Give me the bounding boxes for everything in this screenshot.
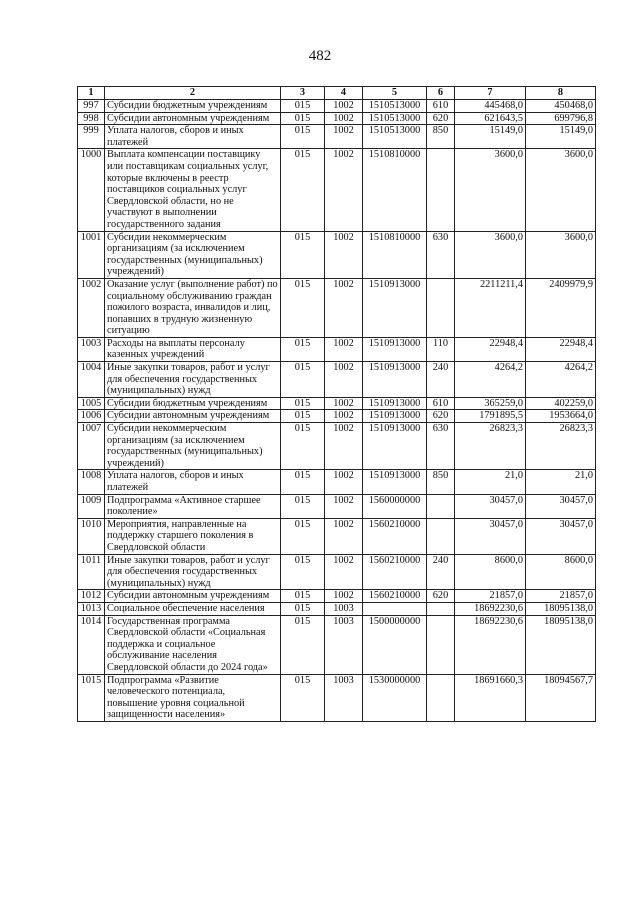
row-expense-type-code bbox=[427, 602, 455, 615]
row-expense-type-code: 610 bbox=[427, 100, 455, 113]
row-target-code: 1560210000 bbox=[363, 518, 427, 554]
row-number: 1003 bbox=[78, 337, 105, 361]
table-row bbox=[78, 590, 596, 603]
row-number: 1004 bbox=[78, 362, 105, 398]
row-target-code: 1530000000 bbox=[363, 674, 427, 721]
row-target-code: 1560210000 bbox=[363, 590, 427, 603]
column-header: 6 bbox=[427, 87, 455, 100]
row-target-code: 1510913000 bbox=[363, 362, 427, 398]
row-amount-2: 21857,0 bbox=[526, 590, 596, 603]
row-section-code: 1002 bbox=[325, 100, 363, 113]
table-row bbox=[78, 674, 596, 721]
row-amount-2: 3600,0 bbox=[526, 149, 596, 231]
row-section-code: 1002 bbox=[325, 231, 363, 278]
row-expense-type-code bbox=[427, 615, 455, 674]
table-row bbox=[78, 112, 596, 125]
row-section-code: 1002 bbox=[325, 125, 363, 149]
row-section-code: 1002 bbox=[325, 423, 363, 470]
row-amount-2: 26823,3 bbox=[526, 423, 596, 470]
row-amount-2: 18094567,7 bbox=[526, 674, 596, 721]
row-name: Уплата налогов, сборов и иных платежей bbox=[105, 125, 281, 149]
row-amount-1: 8600,0 bbox=[455, 554, 526, 590]
row-amount-1: 21,0 bbox=[455, 470, 526, 494]
table-row bbox=[78, 518, 596, 554]
row-section-code: 1002 bbox=[325, 470, 363, 494]
row-number: 1015 bbox=[78, 674, 105, 721]
table-row bbox=[78, 100, 596, 113]
row-number: 999 bbox=[78, 125, 105, 149]
table-body bbox=[78, 100, 596, 722]
row-name: Оказание услуг (выполнение работ) по социальному обслуживанию граждан пожилого возраста, инвалидов и лиц, попавших в трудную жизненную ситуацию bbox=[105, 278, 281, 337]
column-header: 1 bbox=[78, 87, 105, 100]
row-target-code: 1510810000 bbox=[363, 231, 427, 278]
column-header: 2 bbox=[105, 87, 281, 100]
row-expense-type-code: 850 bbox=[427, 470, 455, 494]
row-department-code: 015 bbox=[281, 125, 325, 149]
table-row bbox=[78, 125, 596, 149]
table-row bbox=[78, 231, 596, 278]
row-section-code: 1003 bbox=[325, 615, 363, 674]
table-row bbox=[78, 410, 596, 423]
row-expense-type-code: 630 bbox=[427, 423, 455, 470]
table-row bbox=[78, 470, 596, 494]
row-section-code: 1002 bbox=[325, 397, 363, 410]
row-amount-1: 30457,0 bbox=[455, 494, 526, 518]
row-department-code: 015 bbox=[281, 470, 325, 494]
row-section-code: 1002 bbox=[325, 518, 363, 554]
table-row bbox=[78, 337, 596, 361]
row-name: Социальное обеспечение населения bbox=[105, 602, 281, 615]
row-number: 1010 bbox=[78, 518, 105, 554]
row-amount-1: 3600,0 bbox=[455, 231, 526, 278]
row-department-code: 015 bbox=[281, 423, 325, 470]
row-amount-2: 21,0 bbox=[526, 470, 596, 494]
table-row bbox=[78, 278, 596, 337]
row-amount-1: 18692230,6 bbox=[455, 602, 526, 615]
row-amount-1: 3600,0 bbox=[455, 149, 526, 231]
row-expense-type-code: 610 bbox=[427, 397, 455, 410]
row-amount-2: 2409979,9 bbox=[526, 278, 596, 337]
row-expense-type-code bbox=[427, 494, 455, 518]
table-row bbox=[78, 397, 596, 410]
row-number: 1013 bbox=[78, 602, 105, 615]
row-section-code: 1002 bbox=[325, 590, 363, 603]
column-header: 7 bbox=[455, 87, 526, 100]
column-header: 5 bbox=[363, 87, 427, 100]
row-target-code: 1510513000 bbox=[363, 112, 427, 125]
row-department-code: 015 bbox=[281, 518, 325, 554]
row-department-code: 015 bbox=[281, 362, 325, 398]
row-target-code: 1510913000 bbox=[363, 397, 427, 410]
row-department-code: 015 bbox=[281, 100, 325, 113]
row-name: Расходы на выплаты персоналу казенных учреждений bbox=[105, 337, 281, 361]
row-amount-2: 3600,0 bbox=[526, 231, 596, 278]
row-name: Иные закупки товаров, работ и услуг для обеспечения государственных (муниципальных) нужд bbox=[105, 554, 281, 590]
row-number: 997 bbox=[78, 100, 105, 113]
row-expense-type-code bbox=[427, 149, 455, 231]
table-header-row bbox=[78, 87, 596, 100]
column-header: 8 bbox=[526, 87, 596, 100]
row-expense-type-code bbox=[427, 518, 455, 554]
row-amount-1: 30457,0 bbox=[455, 518, 526, 554]
row-number: 1006 bbox=[78, 410, 105, 423]
row-target-code: 1510913000 bbox=[363, 337, 427, 361]
row-section-code: 1002 bbox=[325, 494, 363, 518]
row-expense-type-code: 240 bbox=[427, 554, 455, 590]
row-amount-2: 8600,0 bbox=[526, 554, 596, 590]
row-number: 1009 bbox=[78, 494, 105, 518]
row-number: 1007 bbox=[78, 423, 105, 470]
table-row bbox=[78, 554, 596, 590]
row-number: 1002 bbox=[78, 278, 105, 337]
row-number: 1012 bbox=[78, 590, 105, 603]
row-name: Подпрограмма «Развитие человеческого потенциала, повышение уровня социальной защищенности населения» bbox=[105, 674, 281, 721]
row-amount-2: 18095138,0 bbox=[526, 615, 596, 674]
row-department-code: 015 bbox=[281, 149, 325, 231]
row-amount-2: 402259,0 bbox=[526, 397, 596, 410]
row-amount-2: 450468,0 bbox=[526, 100, 596, 113]
row-section-code: 1002 bbox=[325, 337, 363, 361]
row-name: Субсидии бюджетным учреждениям bbox=[105, 397, 281, 410]
table-row bbox=[78, 602, 596, 615]
table-row bbox=[78, 615, 596, 674]
row-section-code: 1003 bbox=[325, 674, 363, 721]
budget-table bbox=[77, 86, 596, 722]
row-target-code: 1510810000 bbox=[363, 149, 427, 231]
row-department-code: 015 bbox=[281, 615, 325, 674]
row-amount-2: 4264,2 bbox=[526, 362, 596, 398]
row-department-code: 015 bbox=[281, 397, 325, 410]
row-name: Субсидии бюджетным учреждениям bbox=[105, 100, 281, 113]
row-expense-type-code bbox=[427, 674, 455, 721]
row-number: 1005 bbox=[78, 397, 105, 410]
row-name: Субсидии некоммерческим организациям (за исключением государственных (муниципальных) учреждений) bbox=[105, 423, 281, 470]
row-amount-1: 15149,0 bbox=[455, 125, 526, 149]
row-number: 1000 bbox=[78, 149, 105, 231]
row-amount-2: 30457,0 bbox=[526, 518, 596, 554]
row-expense-type-code: 850 bbox=[427, 125, 455, 149]
row-name: Субсидии автономным учреждениям bbox=[105, 590, 281, 603]
row-amount-2: 1953664,0 bbox=[526, 410, 596, 423]
row-amount-2: 22948,4 bbox=[526, 337, 596, 361]
row-section-code: 1003 bbox=[325, 602, 363, 615]
column-header: 4 bbox=[325, 87, 363, 100]
row-name: Мероприятия, направленные на поддержку старшего поколения в Свердловской области bbox=[105, 518, 281, 554]
row-department-code: 015 bbox=[281, 337, 325, 361]
row-amount-1: 2211211,4 bbox=[455, 278, 526, 337]
row-amount-1: 21857,0 bbox=[455, 590, 526, 603]
row-target-code: 1510913000 bbox=[363, 278, 427, 337]
row-target-code bbox=[363, 602, 427, 615]
row-number: 1008 bbox=[78, 470, 105, 494]
row-number: 998 bbox=[78, 112, 105, 125]
row-department-code: 015 bbox=[281, 231, 325, 278]
row-amount-2: 699796,8 bbox=[526, 112, 596, 125]
row-amount-1: 26823,3 bbox=[455, 423, 526, 470]
row-target-code: 1510513000 bbox=[363, 100, 427, 113]
row-section-code: 1002 bbox=[325, 362, 363, 398]
row-name: Уплата налогов, сборов и иных платежей bbox=[105, 470, 281, 494]
row-name: Выплата компенсации поставщику или поставщикам социальных услуг, которые включены в реестр поставщиков социальных услуг Свердловской области, но не участвуют в выполнении государственного задания bbox=[105, 149, 281, 231]
row-name: Субсидии некоммерческим организациям (за исключением государственных (муниципальных) учреждений) bbox=[105, 231, 281, 278]
row-target-code: 1560210000 bbox=[363, 554, 427, 590]
row-target-code: 1560000000 bbox=[363, 494, 427, 518]
row-section-code: 1002 bbox=[325, 554, 363, 590]
row-amount-1: 1791895,5 bbox=[455, 410, 526, 423]
row-department-code: 015 bbox=[281, 602, 325, 615]
row-expense-type-code: 620 bbox=[427, 410, 455, 423]
row-target-code: 1500000000 bbox=[363, 615, 427, 674]
row-number: 1014 bbox=[78, 615, 105, 674]
row-name: Субсидии автономным учреждениям bbox=[105, 112, 281, 125]
row-department-code: 015 bbox=[281, 494, 325, 518]
row-amount-1: 365259,0 bbox=[455, 397, 526, 410]
row-target-code: 1510513000 bbox=[363, 125, 427, 149]
row-expense-type-code: 620 bbox=[427, 590, 455, 603]
row-section-code: 1002 bbox=[325, 278, 363, 337]
row-amount-1: 445468,0 bbox=[455, 100, 526, 113]
row-department-code: 015 bbox=[281, 674, 325, 721]
row-amount-1: 621643,5 bbox=[455, 112, 526, 125]
row-amount-2: 15149,0 bbox=[526, 125, 596, 149]
row-section-code: 1002 bbox=[325, 112, 363, 125]
column-header: 3 bbox=[281, 87, 325, 100]
row-number: 1011 bbox=[78, 554, 105, 590]
row-amount-1: 18692230,6 bbox=[455, 615, 526, 674]
row-amount-1: 22948,4 bbox=[455, 337, 526, 361]
row-department-code: 015 bbox=[281, 410, 325, 423]
row-amount-2: 18095138,0 bbox=[526, 602, 596, 615]
row-name: Иные закупки товаров, работ и услуг для обеспечения государственных (муниципальных) нужд bbox=[105, 362, 281, 398]
row-department-code: 015 bbox=[281, 590, 325, 603]
row-name: Подпрограмма «Активное старшее поколение» bbox=[105, 494, 281, 518]
row-section-code: 1002 bbox=[325, 410, 363, 423]
row-target-code: 1510913000 bbox=[363, 410, 427, 423]
row-number: 1001 bbox=[78, 231, 105, 278]
page-number: 482 bbox=[308, 48, 332, 64]
row-amount-1: 4264,2 bbox=[455, 362, 526, 398]
row-target-code: 1510913000 bbox=[363, 470, 427, 494]
row-expense-type-code: 630 bbox=[427, 231, 455, 278]
row-name: Субсидии автономным учреждениям bbox=[105, 410, 281, 423]
row-expense-type-code: 620 bbox=[427, 112, 455, 125]
row-expense-type-code: 110 bbox=[427, 337, 455, 361]
row-department-code: 015 bbox=[281, 278, 325, 337]
table-row bbox=[78, 494, 596, 518]
row-amount-2: 30457,0 bbox=[526, 494, 596, 518]
row-target-code: 1510913000 bbox=[363, 423, 427, 470]
row-department-code: 015 bbox=[281, 112, 325, 125]
table-row bbox=[78, 362, 596, 398]
row-department-code: 015 bbox=[281, 554, 325, 590]
row-expense-type-code: 240 bbox=[427, 362, 455, 398]
table-row bbox=[78, 149, 596, 231]
row-section-code: 1002 bbox=[325, 149, 363, 231]
table-row bbox=[78, 423, 596, 470]
row-expense-type-code bbox=[427, 278, 455, 337]
row-name: Государственная программа Свердловской области «Социальная поддержка и социальное обслуживание населения Свердловской области до 2024 года» bbox=[105, 615, 281, 674]
row-amount-1: 18691660,3 bbox=[455, 674, 526, 721]
